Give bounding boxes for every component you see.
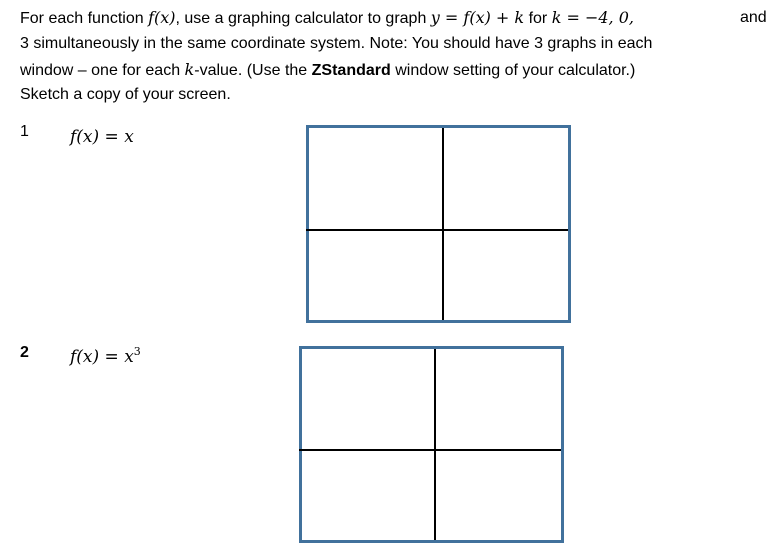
instruction-text: -value. (Use the [194,62,312,79]
instruction-text: , use a graphing calculator to graph [175,10,431,27]
function-notation: f(x) [148,8,176,27]
instruction-text: for [524,10,552,27]
instruction-line-2: 3 simultaneously in the same coordinate system. Note: You should have 3 graphs in each [20,35,653,52]
problem-2-graph-window[interactable] [299,346,564,543]
instruction-line-4: Sketch a copy of your screen. [20,86,231,103]
k-values: k = −4, 0, [551,8,634,27]
instruction-text: For each function [20,10,149,27]
function-lhs: f(x) = [70,347,125,367]
zstandard-label: ZStandard [311,62,391,79]
problem-1-function [70,122,134,147]
problem-1-graph-window[interactable] [306,125,571,323]
instruction-line-1 [20,8,634,29]
x-axis [306,229,568,231]
problem-1-number: 1 [20,123,29,140]
instruction-text: window setting of your calculator.) [390,62,636,79]
x-axis [299,449,561,451]
problem-2-function [70,342,141,367]
y-axis [434,349,436,540]
function-lhs: f(x) = [70,127,125,147]
function-exponent: 3 [133,345,141,358]
instruction-and: and [740,9,767,26]
k-variable: k [184,60,195,79]
graph-expression: y = f(x) + k [430,8,525,27]
y-axis [442,128,444,320]
function-rhs: x [124,127,134,147]
problem-2-number: 2 [20,344,29,361]
instruction-text: window – one for each [20,62,185,79]
function-rhs: x [124,347,134,367]
instruction-line-3 [20,60,635,81]
